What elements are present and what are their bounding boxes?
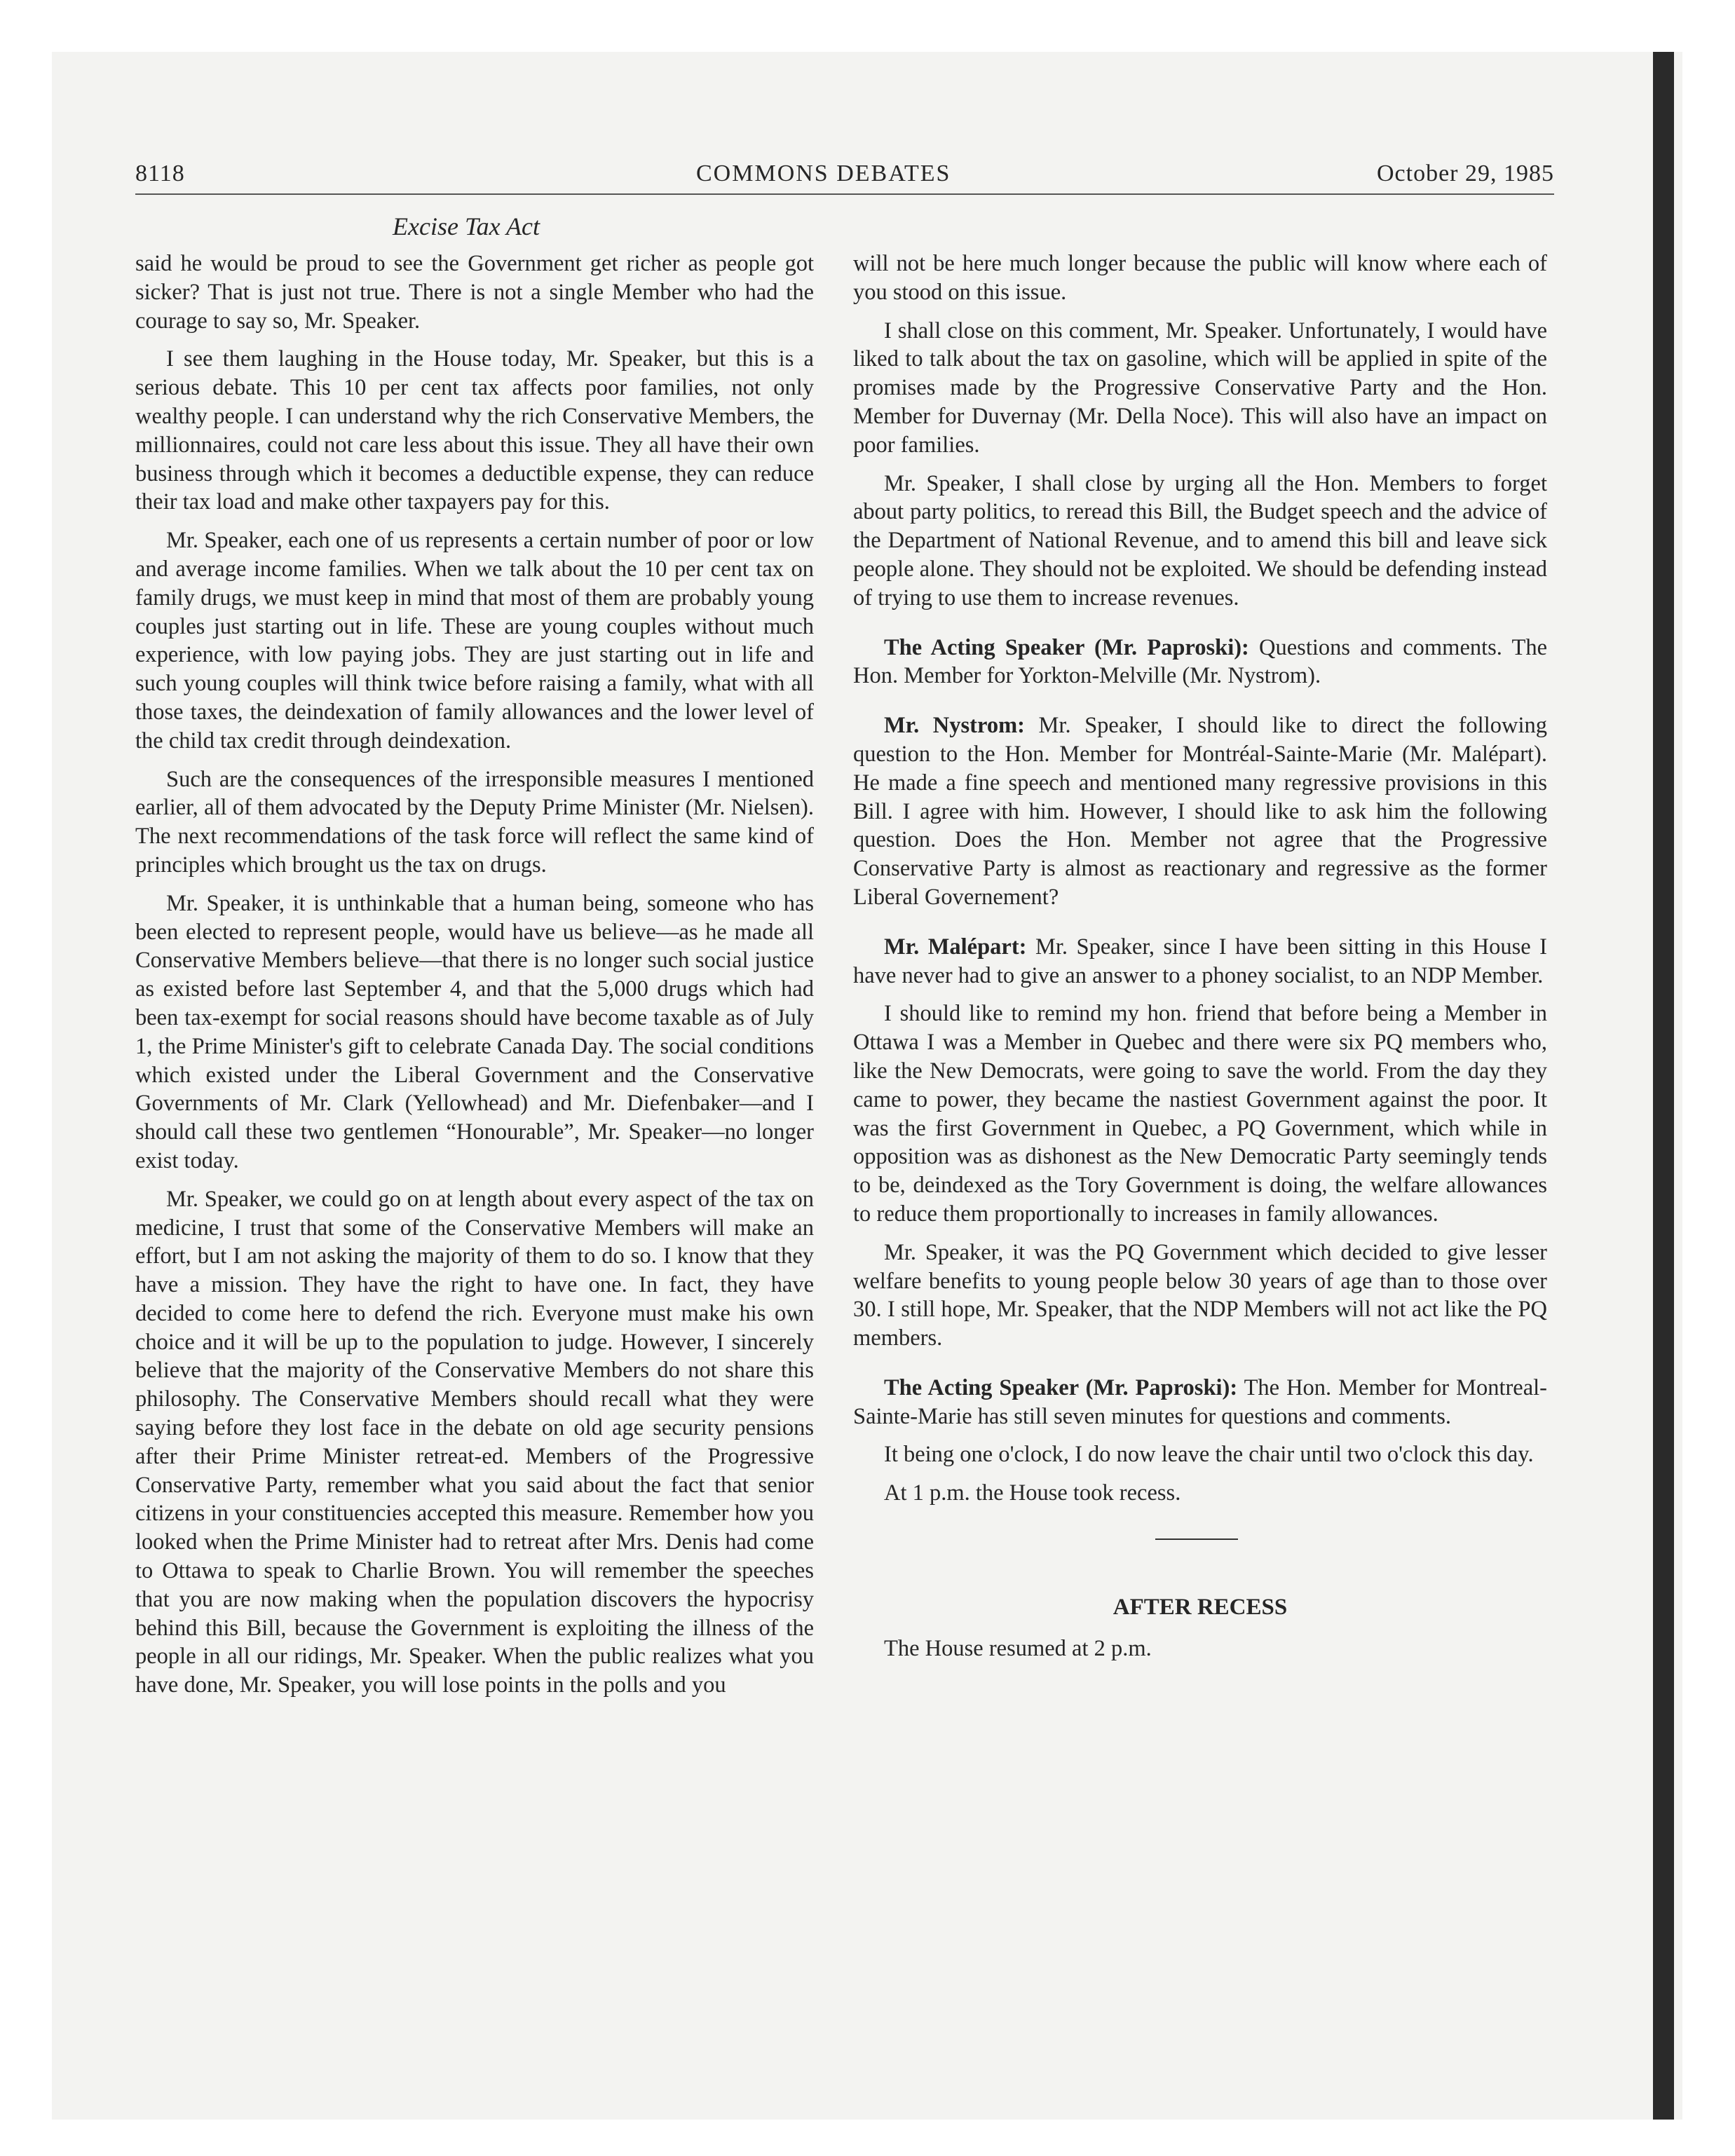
speech-acting-speaker (853, 1374, 1547, 1431)
speaker-name: The Acting Speaker (Mr. Paproski): (884, 1374, 1238, 1400)
speech-nystrom (853, 711, 1547, 912)
after-recess-heading: AFTER RECESS (1113, 1595, 1288, 1621)
left-column (135, 250, 814, 1710)
speech-text: Mr. Speaker, since I have been sitting in this House I have never had to give an answer to a phoney socialist, to an NDP Member. (853, 934, 1547, 988)
speaker-name: Mr. Malépart: (884, 934, 1027, 960)
speech-malepart (853, 933, 1547, 990)
header-rule (135, 193, 1554, 195)
section-title: Excise Tax Act (393, 212, 540, 240)
paragraph: said he would be proud to see the Government get richer as people got sicker? That is just not true. There is not a single Member who had the courage to say so, Mr. Speaker. (135, 251, 814, 334)
speech-acting-speaker (853, 634, 1547, 691)
paragraph: The House resumed at 2 p.m. (884, 1635, 1152, 1661)
speaker-name: Mr. Nystrom: (884, 713, 1025, 739)
speaker-name: The Acting Speaker (Mr. Paproski): (884, 634, 1249, 660)
speech-text: The Hon. Member for Montreal-Sainte-Marie has still seven minutes for questions and comments. (853, 1374, 1547, 1429)
paragraph: Mr. Speaker, I shall close by urging all the Hon. Members to forget about party politics, to reread this Bill, the Budget speech and the advice of the Department of National Revenue, and to amend this bill and leave sick people alone. They should not be exploited. We should be defending instead of trying to use them to increase revenues. (853, 470, 1547, 610)
right-column (853, 250, 1547, 1673)
paragraph: Mr. Speaker, each one of us represents a certain number of poor or low and average income families. When we talk about the 10 per cent tax on family drugs, we must keep in mind that most of them are probably young couples just starting out in life. These are young couples without much experience, with low paying jobs. They are just starting out in life and such young couples will think twice before raising a family, what with all those taxes, the deindexation of family allowances and the lower level of the child tax credit through deindexation. (135, 528, 814, 753)
paragraph: At 1 p.m. the House took recess. (884, 1480, 1181, 1506)
journal-title: COMMONS DEBATES (696, 161, 951, 186)
paragraph: I shall close on this comment, Mr. Speaker. Unfortunately, I would have liked to talk about the tax on gasoline, which will be applied in spite of the promises made by the Progressive Conservative Party and the Hon. Member for Duvernay (Mr. Della Noce). This will also have an impact on poor families. (853, 318, 1547, 458)
paragraph: Mr. Speaker, it is unthinkable that a human being, someone who has been elected to represent people, would have us believe—as he made all Conservative Members believe—that there is no longer such social justice as existed before last September 4, and that the 5,000 drugs which had been tax-exempt for social reasons should have become taxable as of July 1, the Prime Minister's gift to celebrate Canada Day. The social conditions which existed under the Liberal Government and the Conservative Governments of Mr. Clark (Yellowhead) and Mr. Diefenbaker—and I should call these two gentlemen “Honourable”, Mr. Speaker—no longer exist today. (135, 890, 814, 1173)
paragraph: Mr. Speaker, we could go on at length about every aspect of the tax on medicine, I trust that some of the Conservative Members will make an effort, but I am not asking the majority of them to do so. I know that they have a mission. They have the right to have one. In fact, they have decided to come here to defend the rich. Everyone must make his own choice and it will be up to the population to judge. However, I sincerely believe that the majority of the Conservative Members do not share this philosophy. The Conservative Members should recall what they were saying before they lost face in the debate on old age security pensions after their Prime Minister retreat-ed. Members of the Progressive Conservative Party, remember what you said about the fact that senior citizens in your constituencies accepted this measure. Remember how you looked when the Prime Minister had to retreat after Mrs. Denis had come to Ottawa to speak to Charlie Brown. You will remember the speeches that you are now making when the population discovers the hypocrisy behind this Bill, because the Government is exploiting the illness of the people in all our ridings, Mr. Speaker. When the public realizes what you have done, Mr. Speaker, you will lose points in the polls and you (135, 1186, 814, 1698)
issue-date: October 29, 1985 (1376, 161, 1554, 186)
paragraph: will not be here much longer because the public will know where each of you stood on this issue. (853, 251, 1547, 305)
paragraph: Such are the consequences of the irresponsible measures I mentioned earlier, all of them advocated by the Deputy Prime Minister (Mr. Nielsen). The next recommendations of the task force will reflect the same kind of principles which brought us the tax on drugs. (135, 766, 814, 878)
section-divider (1155, 1538, 1238, 1540)
paragraph: It being one o'clock, I do now leave the chair until two o'clock this day. (884, 1442, 1534, 1468)
page-number: 8118 (135, 161, 185, 186)
speech-text: Questions and comments. The Hon. Member for Yorkton-Melville (Mr. Nystrom). (853, 634, 1547, 689)
binding-edge (1653, 52, 1674, 2120)
paragraph: Mr. Speaker, it was the PQ Government which decided to give lesser welfare benefits to young people below 30 years of age than to those over 30. I still hope, Mr. Speaker, that the NDP Members will not act like the PQ members. (853, 1239, 1547, 1351)
paragraph: I should like to remind my hon. friend that before being a Member in Ottawa I was a Member in Quebec and there were six PQ members who, like the New Democrats, were going to save the world. From the day they came to power, they became the nastiest Government against the poor. It was the first Government in Quebec, a PQ Government, which while in opposition was as dishonest as the New Democratic Party seemingly tends to be, deindexed as the Tory Government is doing, the welfare allowances to reduce them proportionally to increases in family allowances. (853, 1001, 1547, 1227)
paragraph: I see them laughing in the House today, Mr. Speaker, but this is a serious debate. This 10 per cent tax affects poor families, not only wealthy people. I can understand why the rich Conservative Members, the millionnaires, could not care less about this issue. They all have their own business through which it becomes a deductible expense, they can reduce their tax load and make other taxpayers pay for this. (135, 346, 814, 515)
speech-text: Mr. Speaker, I should like to direct the following question to the Hon. Member for Montréal-Sainte-Marie (Mr. Malépart). He made a fine speech and mentioned many regressive provisions in this Bill. I agree with him. However, I should like to ask him the following question. Does the Hon. Member not agree that the Progressive Conservative Party is almost as reactionary and regressive as the former Liberal Governement? (853, 713, 1547, 910)
